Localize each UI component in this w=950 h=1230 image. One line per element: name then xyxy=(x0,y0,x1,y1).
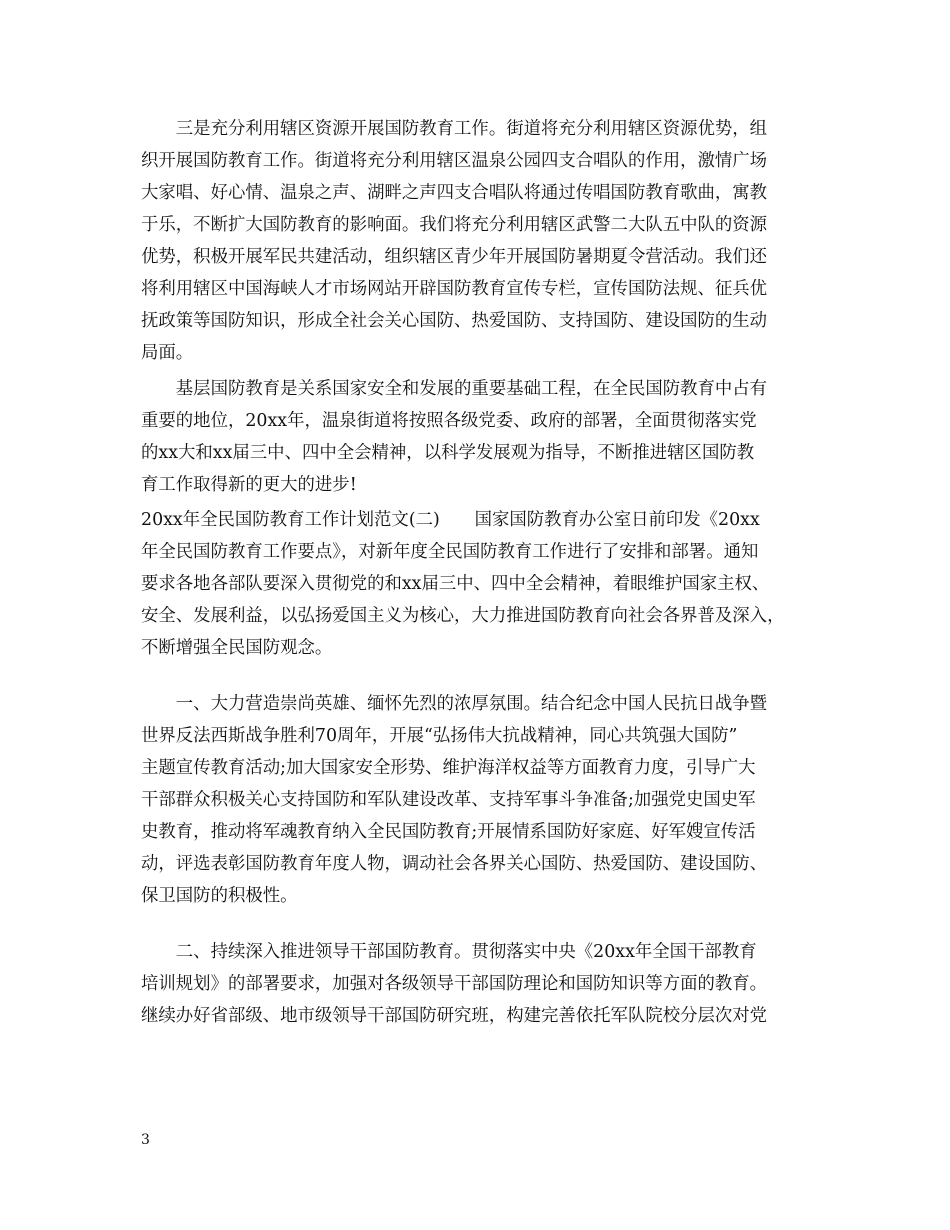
text-line: 抚政策等国防知识，形成全社会关心国防、热爱国防、支持国防、建设国防的生动 xyxy=(141,311,768,331)
text-line: 不断增强全民国防观念。 xyxy=(141,638,333,658)
text-line: 要求各地各部队要深入贯彻党的和xx届三中、四中全会精神，着眼维护国家主权、 xyxy=(141,574,770,594)
text-line: 优势，积极开展军民共建活动，组织辖区青少年开展国防暑期夏令营活动。我们还 xyxy=(141,247,768,267)
text-line: 保卫国防的积极性。 xyxy=(141,886,298,906)
text-line: 年全民国防教育工作要点》，对新年度全民国防教育工作进行了安排和部署。通知 xyxy=(141,542,759,562)
text-line: 将利用辖区中国海峡人才市场网站开辟国防教育宣传专栏，宣传国防法规、征兵优 xyxy=(141,279,768,299)
text-line: 安全、发展利益，以弘扬爱国主义为核心，大力推进国防教育向社会各界普及深入， xyxy=(141,606,785,626)
page-number: 3 xyxy=(141,1132,150,1148)
text-line: 基层国防教育是关系国家安全和发展的重要基础工程，在全民国防教育中占有 xyxy=(141,379,768,399)
text-line: 于乐，不断扩大国防教育的影响面。我们将充分利用辖区武警二大队五中队的资源 xyxy=(141,215,768,235)
text-line: 干部群众积极关心支持国防和军队建设改革、支持军事斗争准备;加强党史国史军 xyxy=(141,790,756,810)
text-line: 史教育，推动将军魂教育纳入全民国防教育;开展情系国防好家庭、好军嫂宣传活 xyxy=(141,822,756,842)
text-line: 动，评选表彰国防教育年度人物，调动社会各界关心国防、热爱国防、建设国防、 xyxy=(141,854,768,874)
section-heading-line: 20xx年全民国防教育工作计划范文(二) 国家国防教育办公室日前印发《20xx xyxy=(141,510,760,530)
text-line: 二、持续深入推进领导干部国防教育。贯彻落实中央《20xx年全国干部教育 xyxy=(141,942,757,962)
text-line: 重要的地位，20xx年，温泉街道将按照各级党委、政府的部署，全面贯彻落实党 xyxy=(141,411,757,431)
text-line: 继续办好省部级、地市级领导干部国防研究班，构建完善依托军队院校分层次对党 xyxy=(141,1006,768,1026)
text-line: 一、大力营造崇尚英雄、缅怀先烈的浓厚氛围。结合纪念中国人民抗日战争暨 xyxy=(141,694,768,714)
text-line: 织开展国防教育工作。街道将充分利用辖区温泉公园四支合唱队的作用，激情广场 xyxy=(141,151,768,171)
text-line: 世界反法西斯战争胜利70周年，开展“弘扬伟大抗战精神，同心共筑强大国防” xyxy=(141,726,738,746)
text-line: 大家唱、好心情、温泉之声、湖畔之声四支合唱队将通过传唱国防教育歌曲，寓教 xyxy=(141,183,768,203)
text-line: 局面。 xyxy=(141,343,194,363)
text-line: 三是充分利用辖区资源开展国防教育工作。街道将充分利用辖区资源优势，组 xyxy=(141,119,768,139)
text-line: 的xx大和xx届三中、四中全会精神，以科学发展观为指导，不断推进辖区国防教 xyxy=(141,443,755,463)
text-line: 育工作取得新的更大的进步! xyxy=(141,475,357,495)
text-line: 培训规划》的部署要求，加强对各级领导干部国防理论和国防知识等方面的教育。 xyxy=(141,974,768,994)
text-line: 主题宣传教育活动;加大国家安全形势、维护海洋权益等方面教育力度，引导广大 xyxy=(141,758,756,778)
